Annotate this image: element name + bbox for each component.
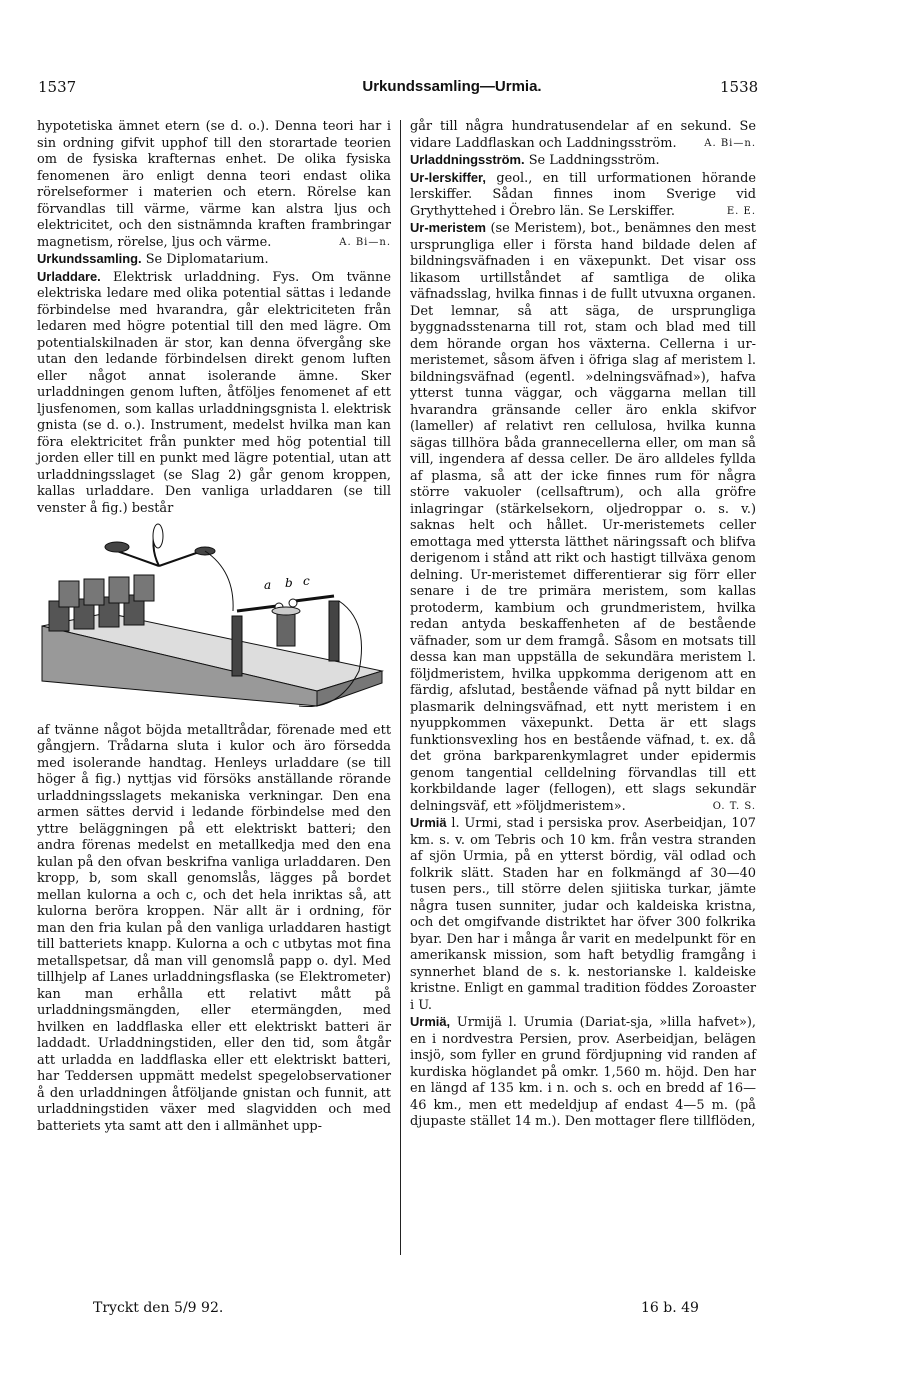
entry-headword: Urladdare. [37,268,101,284]
paragraph-continued [410,119,756,152]
column-divider [400,120,401,1255]
entry-text: Se Diplomatarium. [145,252,269,267]
paragraph-text: går till några hundratusendelar af en sekund. Se vidare Laddflaskan och Laddningsström. [410,119,756,151]
entry-ur-meristem [410,220,756,815]
entry-text: Se Laddningsström. [528,153,660,168]
entry-text: (se Meristem), bot., benämnes den mest ursprungliga eller i första hand bildade delen af bildningsväfnaden i en växepunkt. Det visar oss likasom urtillståndet af samtliga de olika väfnadsslag, hvilka finnas i de fullt utvuxna organen. Det lemnar, så att säga, de ursprungliga byggnadsstenarna till rot, stam och blad med till dem hörande organ hos växterna. Cellerna i ur-meristemet, såsom äfven i öfriga slag af meristem l. bildningsväfnad (egentl. »delningsväfnad»), hafva ytterst tunna väggar, och väggarna mellan till hvarandra gränsande celler äro enkla skifvor (lameller) af relativt ren cellulosa, hvilka kunna sägas tillhöra båda grannecellerna eller, om man så vill, ingendera af dessa celler. De äro alldeles fyllda af plasma, så att der icke finnes rum för några större vakuoler (cellsaftrum), och alla gröfre inlagringar (stärkelsekorn, oljedroppar o. s. v.) saknas helt och hållet. Ur-meristemets celler emottaga med yttersta lätthet näringssaft och blifva derigenom i stånd att rikt och hastigt tillväxa genom delning. Ur-meristemet differentierar sig förr eller senare i de tre primära meristem, som kallas protoderm, kambium och grundmeristem, hvilka redan antyda beskaffenheten af de bestående väfnader, som ur dem framgå. Såsom en motsats till dessa kan man uppställa de sekundära meristem l. följdmeristem, hvilka uppkomma derigenom att en färdig, afslutad, bestående väfnad på nytt bildar en plasmarik delningsväfnad, ett nytt meristem i en nyuppkommen växepunkt. Detta är ett slags funktionsvexling hos en bestående väfnad, t. ex. då det gröna barkparenkymlagret under epidermis genom tangential celldelning förvandlas till ett korkbildande lager (fellogen), ett slags sekundär delningsväf, ett »följdmeristem». [410,221,756,814]
author-signature: A. Bi—n. [339,236,391,248]
author-signature: O. T. S. [712,800,756,812]
running-title: Urkundssamling—Urmia. [362,78,542,95]
figure-label-b: b [285,576,293,590]
entry-headword: Ur-lerskiffer, [410,169,486,185]
entry-text: Urmijä l. Urumia (Dariat-sja, »lilla hafvet»), en i nordvestra Persien, prov. Aserbeidjan, belägen insjö, som fyller en grund fördjupning vid randen af kurdiska höglandet på omkr. 1,560 m. höjd. Den har en längd af 135 km. i n. och s. och en bredd af 16—46 km., men ett medeldjup af endast 4—5 m. (på djupaste stället 14 m.). Den mottager flere tillflöden, [410,1015,756,1129]
entry-ur-lerskiffer [410,170,756,221]
entry-urkundssamling [37,251,391,269]
entry-urladdare [37,269,391,518]
author-signature: E. E. [726,205,756,217]
right-column [410,119,756,1131]
entry-text: Elektrisk urladdning. Fys. Om tvänne elektriska ledare med olika potential sättas i ledande förbindelse med hvarandra, går elektriciteten från ledaren med högre potential till den med lägre. Om potentialskilnaden är stor, kan denna öfvergång ske utan den ledande förbindelsen direkt genom luften eller något annat isolerande ämne. Sker urladdningen genom luften, åtföljes fenomenet af ett ljusfenomen, som kallas urladdningsgnista l. elektrisk gnista (se d. o.). Instrument, medelst hvilka man kan föra elektricitet från punkter med hög potential till jorden eller till en punkt med lägre potential, utan att urladdningsslaget (se Slag 2) går genom kroppen, kallas urladdare. Den vanliga urladdaren (se till venster å fig.) består [37,269,391,516]
entry-headword: Urmiä, [410,1014,451,1029]
figure-label-a: a [264,578,272,592]
entry-headword: Urkundssamling. [37,251,142,266]
entry-headword: Ur-meristem [410,220,486,235]
page-number-right: 1538 [720,78,759,96]
discharger-illustration [37,521,391,711]
figure-label-c: c [303,574,310,588]
left-column [37,119,391,1135]
author-signature: A. Bi—n. [704,137,756,149]
entry-text: geol., en till urformationen hörande lerskiffer. Sådan finnes inom Sverige vid Grythyttehed i Örebro län. Se Lerskiffer. [410,170,756,219]
paragraph-eter [37,119,391,251]
entry-urmia-lake [410,1014,756,1131]
leyden-jars [49,575,154,631]
entry-headword: Urmiä [410,815,447,830]
entry-urladdningsstrom [410,152,756,170]
page-number-left: 1537 [38,78,77,96]
entry-headword: Urladdningsström. [410,152,525,167]
print-date: Tryckt den 5/9 92. [93,1300,224,1316]
entry-text: l. Urmi, stad i persiska prov. Aserbeidjan, 107 km. s. v. om Tebris och 10 km. från vestra stranden af sjön Urmia, på en ytterst bördig, väl odlad och folkrik slätt. Staden har en folkmängd af 30—40 tusen pers., till större delen sjiitiska turkar, jämte några tusen sunniter, judar och kaldeiska kristna, och det omgifvande distriktet har öfver 300 folkrika byar. Den har i många år varit en medelpunkt för en amerikansk mission, som haft betydlig framgång i synnerhet bland de s. k. nestorianske l. kaldeiske kristne. Enligt en gammal tradition föddes Zoroaster i U. [410,816,756,1013]
signature-mark: 16 b. 49 [641,1300,699,1316]
paragraph-text: hypotetiska ämnet etern (se d. o.). Denna teori har i sin ordning gifvit upphof till den storartade teorien om de fysiska krafternas enhet. De olika fysiska fenomenen äro enligt denna teori endast olika rörelseformer i materien och etern. Rörelse kan förvandlas till värme, värme kan alstra ljus och elektricitet, och den sistnämnda kraften frambringar magnetism, rörelse, ljus och värme. [37,119,391,250]
entry-urmia-city [410,815,756,1014]
paragraph-urladdare-cont: af tvänne något böjda metalltrådar, förenade med ett gångjern. Trådarna sluta i kulor och äro försedda med isolerande handtag. Henleys urladdare (se till höger å fig.) nyttjas vid försöks anställande rörande urladdningsslagets mekaniska verkningar. Den ena armen sättes dervid i ledande förbindelse med den yttre beläggningen på ett elektriskt batteri; den andra förenas medelst en metallkedja med den ena kulan på den ofvan beskrifna vanliga urladdaren. Den kropp, b, som skall genomslås, lägges på bordet mellan kulorna a och c, och det hela inriktas så, att kulorna beröra kroppen. När allt är i ordning, för man den fria kulan på den vanliga urladdaren hastigt till batteriets knapp. Kulorna a och c utbytas mot fina metallspetsar, då man vill genomslå papp o. dyl. Med tillhjelp af Lanes urladdningsflaska (se Elektrometer) kan man erhålla ett relativt mått på urladdningsmängden, eller etermängden, med hvilken en laddflaska eller ett elektriskt batteri är laddadt. Urladdningstiden, eller den tid, som åtgår att urladda en laddflaska eller ett elektriskt batteri, har Teddersen uppmätt medelst spegelobservationer å den urladdningen åtföljande gnistan och funnit, att urladdningstiden växer med slagvidden och med batteriets yta samt att den i allmänhet upp- [37,722,391,1134]
